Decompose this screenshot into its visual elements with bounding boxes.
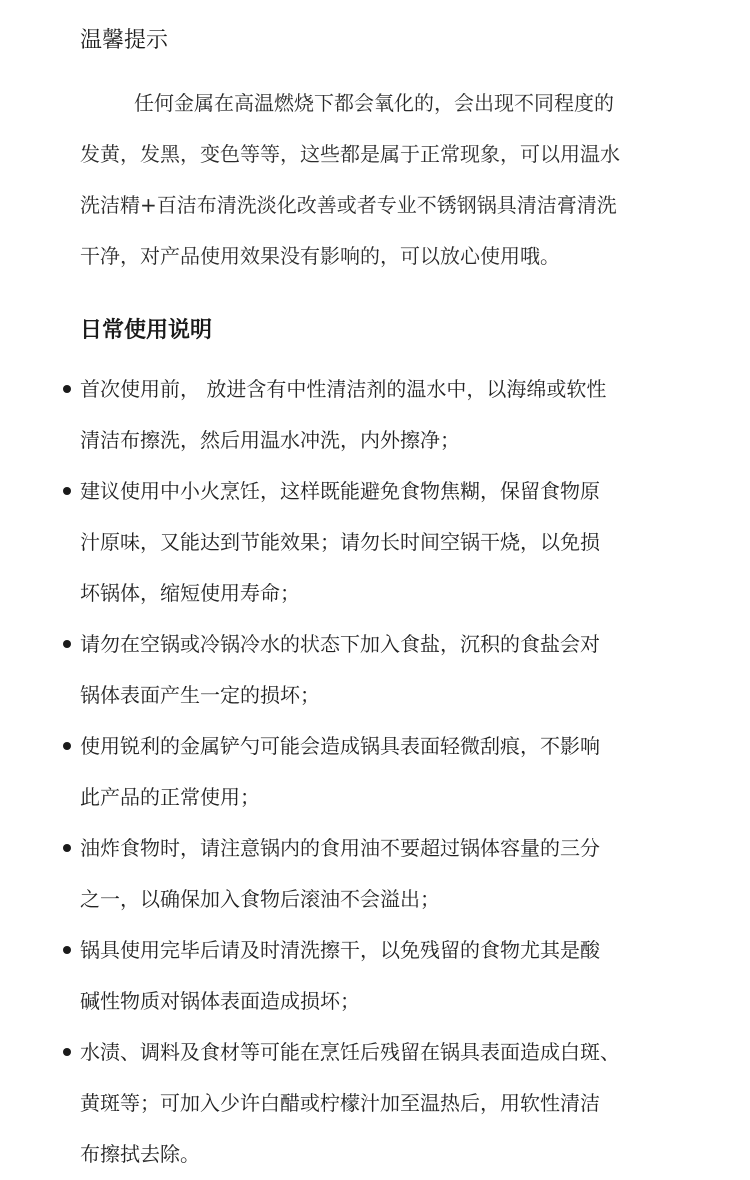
bullet-dot-icon [63,742,71,750]
list-item-line: 首次使用前， 放进含有中性清洁剂的温水中，以海绵或软性 [80,377,607,401]
list-item [80,1027,680,1180]
bullet-dot-icon [63,385,71,393]
list-item-line: 油炸食物时，请注意锅内的食用油不要超过锅体容量的三分 [80,836,600,860]
tips-line: 发黄，发黑，变色等等，这些都是属于正常现象，可以用温水 [80,142,620,166]
bullet-dot-icon [63,1048,71,1056]
bullet-dot-icon [63,844,71,852]
tips-line: 任何金属在高温燃烧下都会氧化的，会出现不同程度的 [134,91,614,115]
list-item-line: 使用锐利的金属铲勺可能会造成锅具表面轻微刮痕，不影响 [80,734,600,758]
list-item-line: 黄斑等；可加入少许白醋或柠檬汁加至温热后，用软性清洁 [80,1091,600,1115]
list-item-line: 此产品的正常使用； [80,785,260,809]
bullet-dot-icon [63,640,71,648]
usage-section [80,316,680,1180]
list-item [80,466,680,619]
usage-title: 日常使用说明 [80,318,213,343]
usage-list [80,364,680,1180]
tips-title: 温馨提示 [80,28,169,53]
list-item-line: 布擦拭去除。 [80,1142,200,1166]
tips-section [80,26,680,282]
list-item [80,619,680,721]
list-item-line: 碱性物质对锅体表面造成损坏； [80,989,360,1013]
list-item-line: 建议使用中小火烹饪，这样既能避免食物焦糊，保留食物原 [80,479,600,503]
list-item-line: 锅体表面产生一定的损坏； [80,683,320,707]
bullet-dot-icon [63,946,71,954]
list-item [80,364,680,466]
list-item-line: 之一，以确保加入食物后滚油不会溢出； [80,887,440,911]
bullet-dot-icon [63,487,71,495]
list-item-line: 清洁布擦洗，然后用温水冲洗，内外擦净； [80,428,460,452]
tips-line: 干净，对产品使用效果没有影响的，可以放心使用哦。 [80,244,560,268]
list-item-line: 请勿在空锅或冷锅冷水的状态下加入食盐，沉积的食盐会对 [80,632,600,656]
tips-paragraph [80,78,680,282]
list-item [80,721,680,823]
list-item-line: 汁原味，又能达到节能效果；请勿长时间空锅干烧，以免损 [80,530,600,554]
list-item [80,925,680,1027]
list-item-line: 坏锅体，缩短使用寿命； [80,581,300,605]
list-item-line: 锅具使用完毕后请及时清洗擦干，以免残留的食物尤其是酸 [80,938,600,962]
list-item [80,823,680,925]
tips-line: 洗洁精+百洁布清洗淡化改善或者专业不锈钢锅具清洁膏清洗 [80,193,617,217]
list-item-line: 水渍、调料及食材等可能在烹饪后残留在锅具表面造成白斑、 [80,1040,620,1064]
